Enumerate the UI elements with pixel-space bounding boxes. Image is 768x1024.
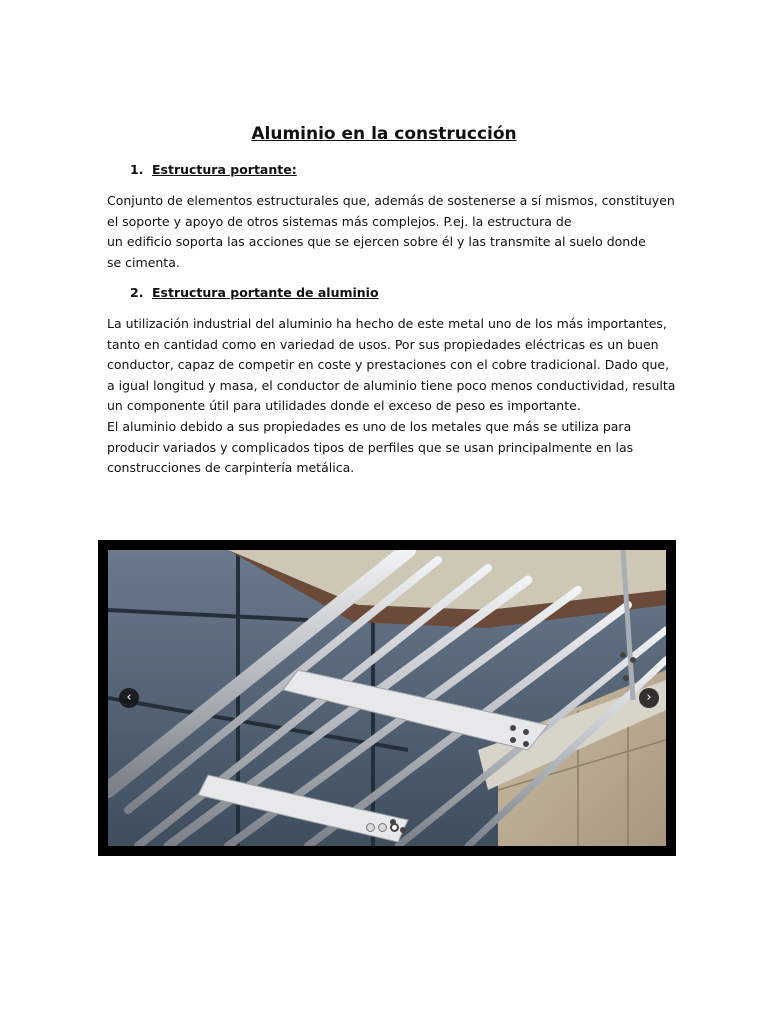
slider-dot[interactable] xyxy=(366,823,375,832)
paragraph-line: producir variados y complicados tipos de perfiles que se usan principalmente en las xyxy=(107,439,634,455)
paragraph-line: conductor, capaz de competir en coste y prestaciones con el cobre tradicional. Dado que, xyxy=(107,357,670,373)
slider-prev-button[interactable] xyxy=(119,688,139,708)
paragraph-estructura-portante xyxy=(107,191,675,273)
paragraph-line: a igual longitud y masa, el conductor de aluminio tiene poco menos conductividad, resulta xyxy=(107,377,676,393)
section-heading-text: Estructura portante: xyxy=(152,162,297,177)
paragraph-line: el soporte y apoyo de otros sistemas más complejos. P.ej. la estructura de xyxy=(107,213,572,229)
paragraph-line: un componente útil para utilidades donde el exceso de peso es importante. xyxy=(107,398,581,414)
section-number: 1. xyxy=(130,162,144,177)
paragraph-line: un edificio soporta las acciones que se ejercen sobre él y las transmite al suelo donde xyxy=(107,234,646,250)
slider-dot-active[interactable] xyxy=(390,823,399,832)
slider-dot[interactable] xyxy=(378,823,387,832)
aluminum-structure-photo xyxy=(108,550,666,846)
paragraph-line: La utilización industrial del aluminio ha hecho de este metal uno de los más importantes, xyxy=(107,316,667,331)
section-number: 2. xyxy=(130,285,144,300)
paragraph-line: construcciones de carpintería metálica. xyxy=(107,460,355,476)
page-title: Aluminio en la construcción xyxy=(251,124,517,144)
paragraph-estructura-aluminio xyxy=(107,314,676,479)
paragraph-line: El aluminio debido a sus propiedades es uno de los metales que más se utiliza para xyxy=(107,418,632,434)
paragraph-line: se cimenta. xyxy=(107,254,180,270)
chevron-left-icon: ‹ xyxy=(126,690,132,705)
section-heading-text: Estructura portante de aluminio xyxy=(152,285,379,300)
section-heading-estructura-portante xyxy=(130,162,297,177)
section-heading-estructura-aluminio xyxy=(130,285,379,300)
chevron-right-icon: › xyxy=(646,690,652,705)
image-slider[interactable] xyxy=(98,540,676,856)
paragraph-line: tanto en cantidad como en variedad de usos. Por sus propiedades eléctricas es un buen xyxy=(107,336,659,352)
paragraph-line: Conjunto de elementos estructurales que, además de sostenerse a sí mismos, constituyen xyxy=(107,193,675,208)
slider-next-button[interactable] xyxy=(639,688,659,708)
slider-pagination xyxy=(366,823,399,832)
